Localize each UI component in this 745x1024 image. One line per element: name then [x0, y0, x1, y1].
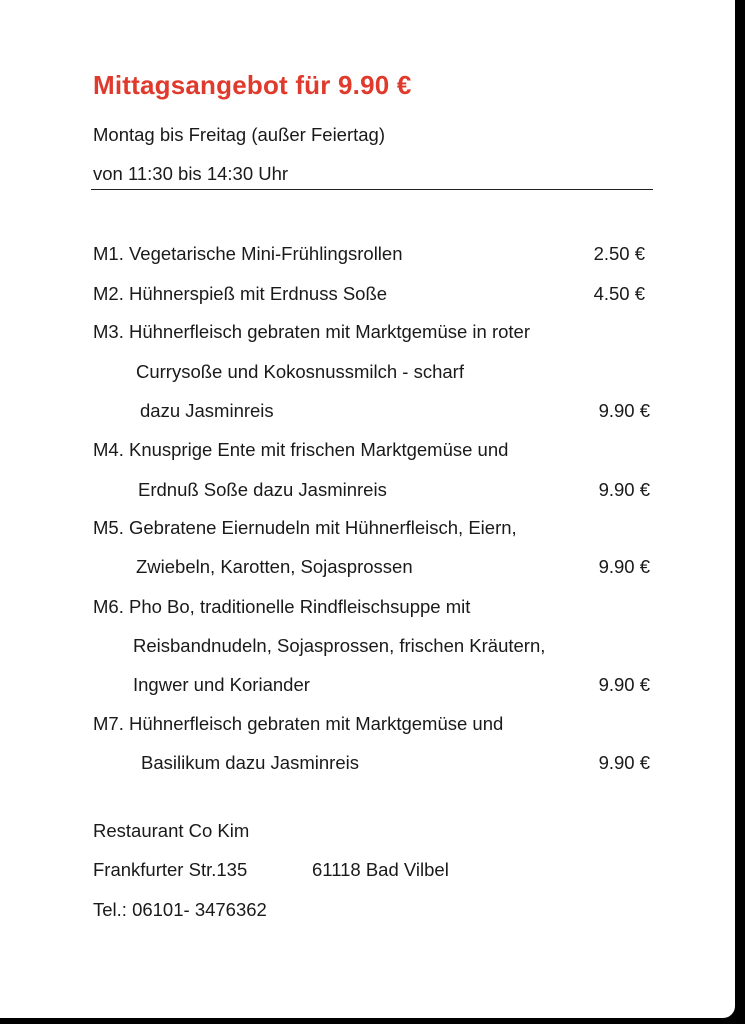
header-divider — [91, 189, 653, 190]
menu-item-m3-line-1: M3. Hühnerfleisch gebraten mit Marktgemüse in roter — [93, 321, 530, 342]
page-title: Mittagsangebot für 9.90 € — [93, 70, 412, 100]
menu-item-m1-price: 2.50 € — [593, 243, 645, 264]
menu-item-m4-line-2: Erdnuß Soße dazu Jasminreis — [138, 479, 387, 500]
menu-item-m5-price: 9.90 € — [598, 556, 650, 577]
menu-item-m7-line-2: Basilikum dazu Jasminreis — [141, 752, 359, 773]
menu-item-m4-price: 9.90 € — [598, 479, 650, 500]
menu-item-m6-price: 9.90 € — [598, 674, 650, 695]
phone-number: Tel.: 06101- 3476362 — [93, 899, 267, 920]
menu-item-m3-line-2: Currysoße und Kokosnussmilch - scharf — [136, 361, 464, 382]
menu-item-m5-line-2: Zwiebeln, Karotten, Sojasprossen — [136, 556, 413, 577]
menu-item-m7-price: 9.90 € — [598, 752, 650, 773]
address-street: Frankfurter Str.135 — [93, 859, 248, 880]
menu-item-m6-line-1: M6. Pho Bo, traditionelle Rindfleischsuppe mit — [93, 596, 471, 617]
menu-item-m4-line-1: M4. Knusprige Ente mit frischen Marktgemüse und — [93, 439, 509, 460]
menu-item-m6-line-2: Reisbandnudeln, Sojasprossen, frischen Kräutern, — [133, 635, 546, 656]
menu-item-m6-line-3: Ingwer und Koriander — [133, 674, 310, 695]
restaurant-name: Restaurant Co Kim — [93, 820, 250, 841]
menu-item-m1-line-1: M1. Vegetarische Mini-Frühlingsrollen — [93, 243, 403, 264]
menu-item-m2-price: 4.50 € — [593, 283, 645, 304]
menu-item-m7-line-1: M7. Hühnerfleisch gebraten mit Marktgemüse und — [93, 713, 504, 734]
menu-item-m2-line-1: M2. Hühnerspieß mit Erdnuss Soße — [93, 283, 388, 304]
address-city: 61118 Bad Vilbel — [312, 859, 449, 880]
days-text: Montag bis Freitag (außer Feiertag) — [93, 124, 386, 145]
hours-text: von 11:30 bis 14:30 Uhr — [93, 163, 289, 184]
menu-item-m5-line-1: M5. Gebratene Eiernudeln mit Hühnerfleisch, Eiern, — [93, 517, 517, 538]
menu-item-m3-price: 9.90 € — [598, 400, 650, 421]
menu-item-m3-line-3: dazu Jasminreis — [140, 400, 274, 421]
